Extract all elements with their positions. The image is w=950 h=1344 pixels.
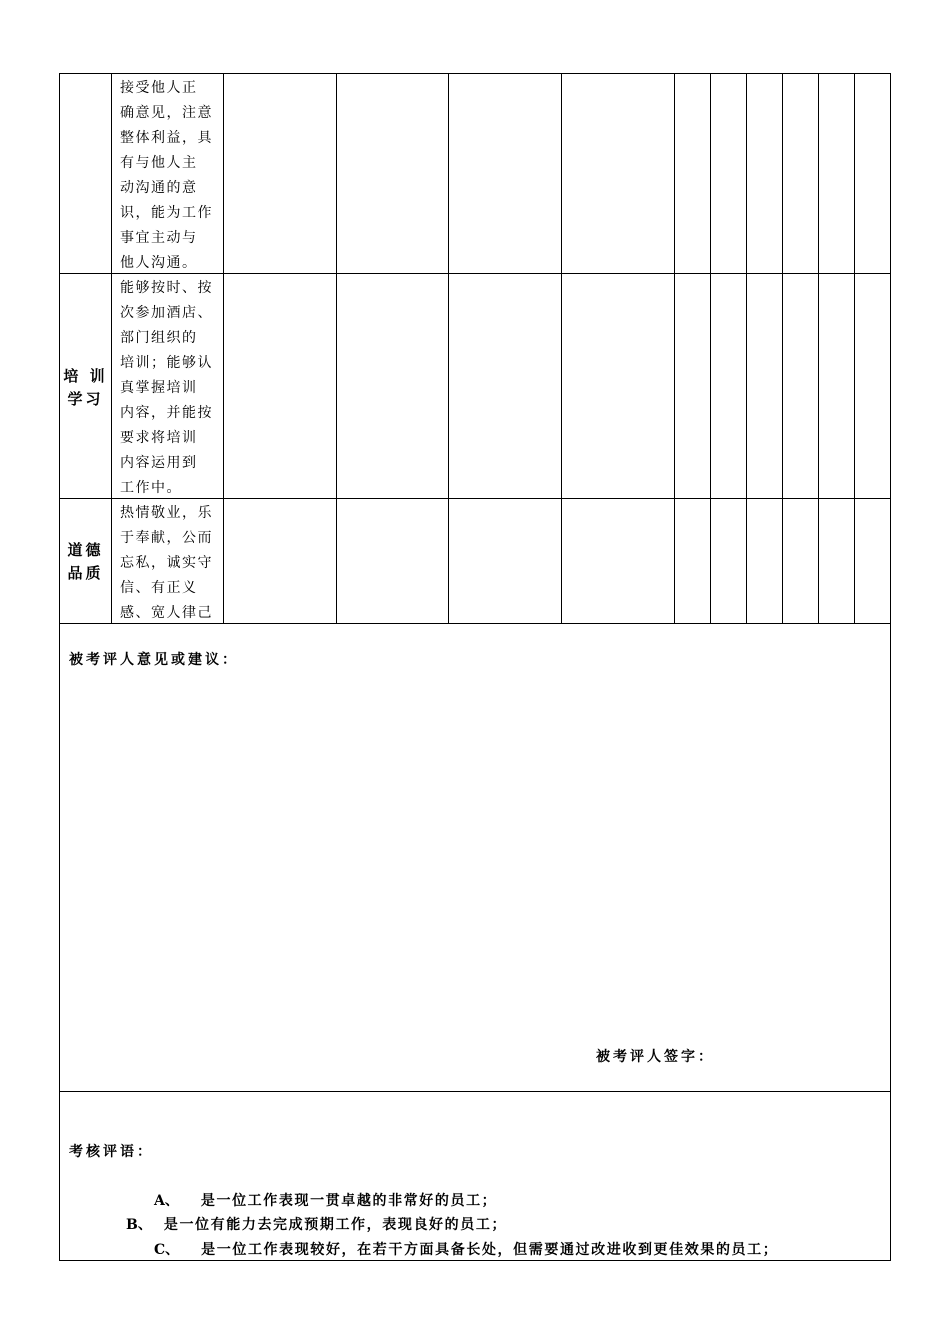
evaluation-option-c (154, 1239, 778, 1259)
col-divider (674, 73, 675, 624)
evaluation-option-a (154, 1190, 497, 1210)
criteria-line: 内容，并能按 (120, 405, 213, 421)
option-text: 是一位工作表现较好，在若干方面具备长处，但需要通过改进收到更佳效果的员工； (201, 1242, 779, 1258)
signature-label: 被考评人签字： (596, 1049, 715, 1065)
evaluation-option-b (126, 1214, 507, 1234)
criteria-line: 真掌握培训 (120, 380, 198, 396)
option-key: C、 (154, 1242, 180, 1258)
col-divider (223, 73, 224, 624)
criteria-line: 部门组织的 (120, 330, 198, 346)
col-divider (710, 73, 711, 624)
category-line: 学习 (67, 390, 104, 408)
col-divider (854, 73, 855, 624)
criteria-line: 于奉献，公而 (120, 530, 213, 546)
criteria-line: 动沟通的意 (120, 180, 198, 196)
rule-opinion-bottom (59, 1091, 891, 1092)
criteria-line: 他人沟通。 (120, 255, 198, 271)
opinion-label: 被考评人意见或建议： (69, 652, 239, 668)
criteria-line: 次参加酒店、 (120, 305, 213, 321)
criteria-line: 忘私，诚实守 (120, 555, 213, 571)
criteria-cell (120, 76, 216, 276)
criteria-line: 培训；能够认 (120, 355, 213, 371)
category-line: 道德 (67, 541, 104, 559)
criteria-line: 信、有正义 (120, 580, 198, 596)
criteria-line: 识，能为工作 (120, 205, 213, 221)
rule-page-bottom (59, 1260, 891, 1261)
criteria-line: 热情敬业，乐 (120, 505, 213, 521)
col-divider (448, 73, 449, 624)
option-key: B、 (126, 1217, 152, 1233)
category-label (60, 539, 111, 585)
evaluation-label: 考核评语： (69, 1144, 154, 1160)
option-text: 是一位工作表现一贯卓越的非常好的员工； (200, 1193, 498, 1209)
col-divider (818, 73, 819, 624)
col-divider (746, 73, 747, 624)
category-label (60, 365, 111, 411)
criteria-line: 有与他人主 (120, 155, 198, 171)
criteria-line: 确意见，注意 (120, 105, 213, 121)
criteria-cell (120, 276, 216, 501)
criteria-line: 要求将培训 (120, 430, 198, 446)
category-line: 品质 (67, 564, 104, 582)
rule-right (890, 73, 891, 1261)
rule-top (59, 73, 891, 74)
criteria-line: 接受他人正 (120, 80, 198, 96)
criteria-line: 能够按时、按 (120, 280, 213, 296)
criteria-line: 事宜主动与 (120, 230, 198, 246)
criteria-line: 内容运用到 (120, 455, 198, 471)
option-key: A、 (154, 1193, 179, 1209)
col-divider (111, 73, 112, 624)
rule-left (59, 73, 60, 1261)
criteria-line: 感、宽人律己 (120, 605, 213, 621)
criteria-line: 整体利益，具 (120, 130, 213, 146)
criteria-line: 工作中。 (120, 480, 182, 496)
col-divider (782, 73, 783, 624)
option-text: 是一位有能力去完成预期工作，表现良好的员工； (163, 1217, 508, 1233)
criteria-cell (120, 501, 216, 626)
category-line: 培 训 (63, 367, 108, 385)
col-divider (336, 73, 337, 624)
col-divider (561, 73, 562, 624)
